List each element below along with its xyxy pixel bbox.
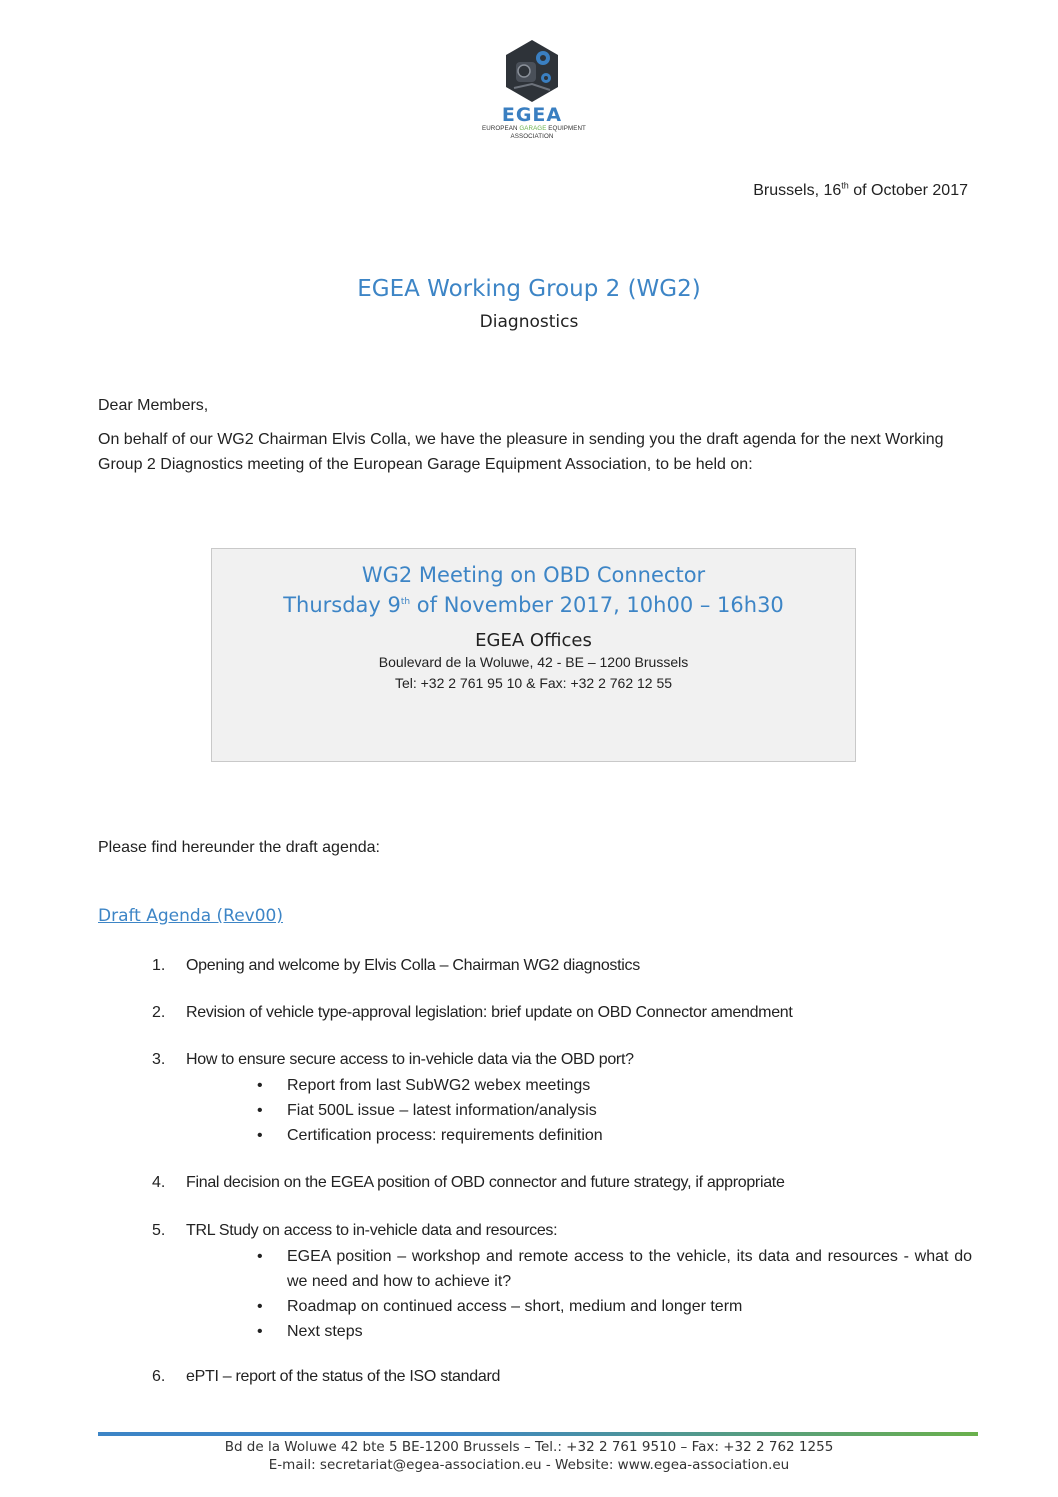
logo-tagline-line2: ASSOCIATION <box>510 133 554 140</box>
agenda-subitem: • Roadmap on continued access – short, medium and longer term <box>257 1294 972 1319</box>
agenda-item-text: TRL Study on access to in-vehicle data and resources: <box>186 1222 558 1239</box>
agenda-subitem: • Certification process: requirements definition <box>257 1123 972 1148</box>
agenda-intro: Please find hereunder the draft agenda: <box>98 839 380 856</box>
agenda-subitem: • Report from last SubWG2 webex meetings <box>257 1073 972 1098</box>
meeting-date: Thursday 9th of November 2017, 10h00 – 16h30 <box>283 593 784 617</box>
meeting-phone: Tel: +32 2 761 95 10 & Fax: +32 2 762 12 55 <box>394 675 673 691</box>
footer-contact: E-mail: secretariat@egea-association.eu - Website: www.egea-association.eu <box>268 1457 790 1473</box>
logo-tagline-line1: EUROPEAN GARAGE EQUIPMENT <box>482 125 586 132</box>
egea-logo-hexagon-icon <box>502 38 562 104</box>
agenda-subitem: • Fiat 500L issue – latest information/analysis <box>257 1098 972 1123</box>
agenda-item-number: 4. <box>152 1174 166 1191</box>
salutation: Dear Members, <box>98 397 209 414</box>
agenda-item-text: Revision of vehicle type-approval legislation: brief update on OBD Connector amendment <box>186 1004 793 1021</box>
intro-paragraph: On behalf of our WG2 Chairman Elvis Colla, we have the pleasure in sending you the draft agenda for the next Working Group 2 Diagnostics meeting of the European Garage Equipment Association, to be held on: <box>98 431 944 473</box>
agenda-item-number: 5. <box>152 1222 166 1239</box>
agenda-subitem: • EGEA position – workshop and remote access to the vehicle, its data and resources - what do we need and how to achieve it? <box>257 1244 972 1294</box>
egea-logo <box>482 38 586 150</box>
letter-date: Brussels, 16th of October 2017 <box>753 180 968 199</box>
document-title: EGEA Working Group 2 (WG2) <box>357 276 701 302</box>
agenda-subitem: • Next steps <box>257 1319 972 1344</box>
agenda-item-text: Opening and welcome by Elvis Colla – Chairman WG2 diagnostics <box>186 957 640 974</box>
meeting-info-box <box>211 548 856 762</box>
meeting-venue: EGEA Offices <box>475 630 592 651</box>
agenda-subitems <box>257 1244 972 1344</box>
footer-address: Bd de la Woluwe 42 bte 5 BE-1200 Brussels – Tel.: +32 2 761 9510 – Fax: +32 2 762 1255 <box>224 1439 834 1455</box>
agenda-item-number: 6. <box>152 1368 166 1385</box>
agenda-item-number: 3. <box>152 1051 166 1068</box>
agenda-item-text: ePTI – report of the status of the ISO standard <box>186 1368 501 1385</box>
meeting-address: Boulevard de la Woluwe, 42 - BE – 1200 Brussels <box>378 654 689 670</box>
agenda-item-number: 2. <box>152 1004 166 1021</box>
footer-divider <box>98 1432 978 1436</box>
footer <box>0 1438 1058 1474</box>
document-subtitle: Diagnostics <box>479 312 579 332</box>
agenda-subitems <box>257 1073 972 1148</box>
agenda-item-text: How to ensure secure access to in-vehicle data via the OBD port? <box>186 1051 634 1068</box>
agenda-item-text: Final decision on the EGEA position of OBD connector and future strategy, if appropriate <box>186 1174 785 1191</box>
draft-agenda-link[interactable]: Draft Agenda (Rev00) <box>98 906 283 926</box>
meeting-title: WG2 Meeting on OBD Connector <box>361 563 706 587</box>
logo-wordmark: EGEA <box>501 104 563 126</box>
agenda-item-number: 1. <box>152 957 166 974</box>
